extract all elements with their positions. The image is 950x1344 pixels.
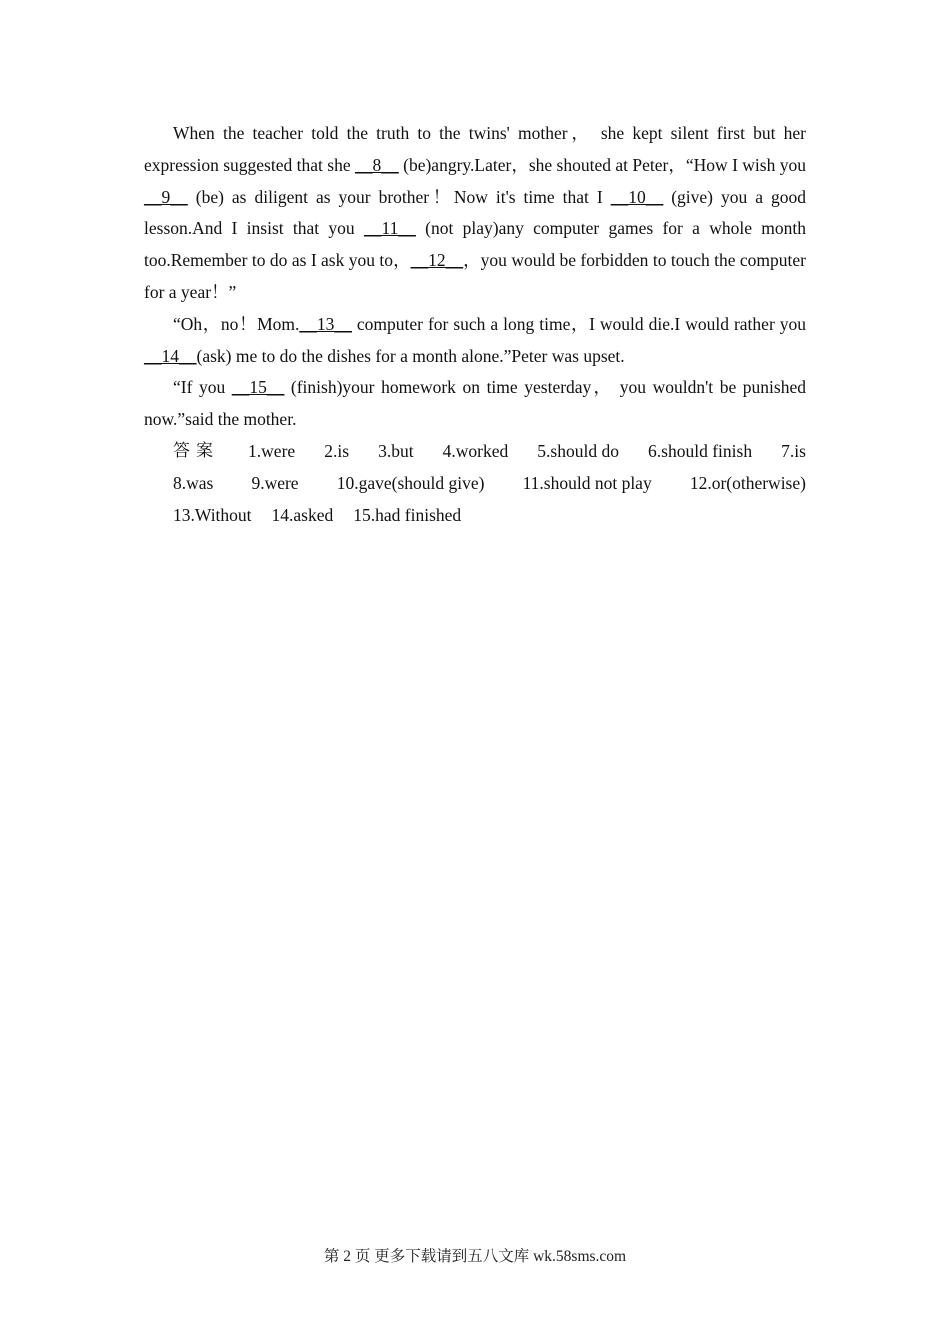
answer-blank: __8__	[355, 154, 399, 175]
paragraph-text: ，you would be forbidden to touch the computer for a year！”	[144, 250, 806, 302]
answer-item: 14.asked	[271, 504, 334, 525]
paragraph-text: computer for such a long time，I would die.I would rather you	[351, 313, 807, 334]
paragraph-text: When the teacher told the truth to the twins' mother， she kept silent first but her expression suggested that she	[144, 123, 806, 175]
answer-row-3	[173, 500, 806, 532]
answer-item: 7.is	[781, 440, 806, 461]
paragraph-text: “Oh，no！Mom.	[173, 313, 300, 334]
paragraph-text: (finish)your homework on time yesterday， you wouldn't be punished now.”said the mother.	[144, 377, 806, 430]
answer-item: 6.should finish	[648, 440, 753, 461]
paragraph-text: (be) as diligent as your brother！Now it's time that I	[187, 186, 611, 207]
answer-item: 11.should not play	[522, 472, 652, 493]
answer-item: 1.were	[248, 440, 296, 461]
paragraph-text: “If you	[173, 377, 232, 398]
answer-key	[144, 436, 806, 531]
answer-item: 13.Without	[173, 504, 252, 525]
answer-item: 8.was	[173, 472, 214, 493]
answer-item: 10.gave(should give)	[336, 472, 485, 493]
answer-blank: __10__	[610, 186, 664, 207]
answer-item: 12.or(otherwise)	[689, 472, 806, 493]
paragraph-text: (be)angry.Later，she shouted at Peter，“How I wish you	[398, 154, 806, 175]
paragraph-2	[144, 309, 806, 373]
paragraph-3	[144, 372, 806, 436]
paragraph-text: (give) you a good lesson.And I insist that you	[144, 186, 806, 239]
answer-blank: __13__	[299, 313, 352, 334]
answer-blank: __15__	[231, 377, 285, 398]
answer-item: 9.were	[251, 472, 299, 493]
answer-blank: __9__	[144, 186, 188, 207]
answer-item: 4.worked	[442, 440, 509, 461]
paragraph-text: (ask) me to do the dishes for a month alone.”Peter was upset.	[196, 345, 625, 366]
answer-item: 3.but	[378, 440, 414, 461]
answer-row-1	[173, 436, 806, 468]
page-footer: 第 2 页 更多下载请到五八文库 wk.58sms.com	[323, 1248, 627, 1265]
answer-label: 答案	[173, 440, 219, 461]
answer-item: 15.had finished	[353, 504, 462, 525]
answer-blank: __11__	[363, 218, 416, 239]
answer-blank: __12__	[410, 250, 464, 271]
paragraph-text: (not play)any computer games for a whole month too.Remember to do as I ask you to，	[144, 218, 807, 271]
paragraph-1	[144, 118, 806, 309]
answer-blank: __14__	[144, 345, 197, 366]
answer-item: 2.is	[324, 440, 350, 461]
document-page	[144, 118, 806, 531]
answer-row-2	[173, 468, 806, 500]
answer-item: 5.should do	[537, 440, 619, 461]
passage	[144, 118, 806, 436]
